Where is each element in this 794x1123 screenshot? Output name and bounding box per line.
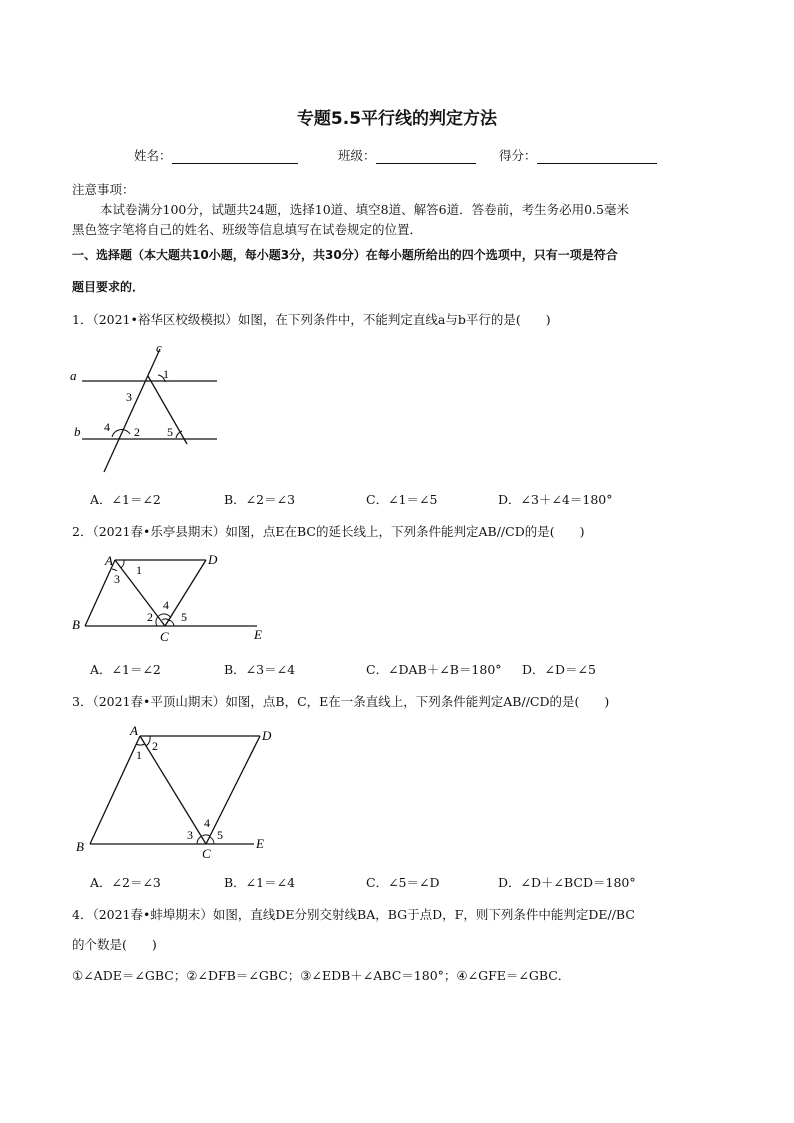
notes-line-1: 本试卷满分100分，试题共24题，选择10道、填空8道、解答6道．答卷前，考生务必用0.5毫米 [100,202,629,217]
score-blank[interactable] [537,151,657,164]
question-1-figure [60,338,230,478]
question-2-option-a[interactable]: A．∠1＝∠2 [90,662,161,677]
fig3-label-E: E [256,836,264,851]
class-label: 班级： [338,148,376,163]
question-2-stem: 2．（2021春•乐亭县期末）如图，点E在BC的延长线上，下列条件能判定AB//CD的是( ) [72,524,585,539]
fig3-label-D: D [262,728,272,743]
question-3-stem: 3．（2021春•平顶山期末）如图，点B，C，E在一条直线上，下列条件能判定AB//CD的是( ) [72,694,610,709]
fig2-label-E: E [254,627,262,642]
fig1-label-5: 5 [167,425,173,439]
question-3-option-c[interactable]: C．∠5＝∠D [366,875,440,890]
question-3-figure [66,720,276,860]
section-heading-2: 题目要求的． [72,280,145,294]
fig2-label-2: 2 [147,610,153,624]
fig3-label-2: 2 [152,739,158,753]
fig2-label-B: B [72,617,80,632]
question-2-figure [64,548,274,648]
name-label: 姓名： [134,148,172,163]
fig2-label-C: C [160,629,169,644]
question-2-option-d[interactable]: D．∠D＝∠5 [522,662,596,677]
fig2-label-4: 4 [163,598,169,612]
question-4-stem-line-1: 4．（2021春•蚌埠期末）如图，直线DE分别交射线BA，BG于点D，F，则下列条件中能判定DE//BC [72,907,635,922]
question-1-stem: 1．（2021•裕华区校级模拟）如图，在下列条件中，不能判定直线a与b平行的是( ) [72,312,551,327]
score-label: 得分： [499,148,537,163]
fig1-label-2: 2 [134,425,140,439]
section-heading-1: 一、选择题（本大题共10小题，每小题3分，共30分）在每小题所给出的四个选项中，只有一项是符合 [72,248,618,262]
name-blank[interactable] [172,151,298,164]
question-2-option-c[interactable]: C．∠DAB＋∠B＝180° [366,662,502,677]
notes-heading: 注意事项： [72,182,135,197]
fig3-label-A: A [130,723,138,738]
fig3-label-5: 5 [217,828,223,842]
class-blank[interactable] [376,151,476,164]
question-1-option-c[interactable]: C．∠1＝∠5 [366,492,438,507]
fig2-label-A: A [105,553,113,568]
question-4-stem-line-2: 的个数是( ) [72,937,157,952]
question-3-option-d[interactable]: D．∠D＋∠BCD＝180° [498,875,636,890]
fig3-label-1: 1 [136,748,142,762]
question-3-option-a[interactable]: A．∠2＝∠3 [90,875,161,890]
score-field[interactable] [499,146,657,164]
fig1-label-b: b [74,424,81,439]
question-2-option-b[interactable]: B．∠3＝∠4 [224,662,296,677]
question-1-option-d[interactable]: D．∠3＋∠4＝180° [498,492,613,507]
question-1-option-a[interactable]: A．∠1＝∠2 [90,492,161,507]
fig1-label-a: a [70,368,77,383]
fig1-label-c: c [156,340,162,355]
question-1-option-b[interactable]: B．∠2＝∠3 [224,492,296,507]
fig1-label-4: 4 [104,420,110,434]
fig3-label-C: C [202,846,211,860]
question-3-option-b[interactable]: B．∠1＝∠4 [224,875,296,890]
question-4-conditions: ①∠ADE＝∠GBC；②∠DFB＝∠GBC；③∠EDB＋∠ABC＝180°；④∠GFE＝∠GBC． [72,968,571,983]
student-name-field[interactable] [134,146,298,164]
page-title: 专题5.5平行线的判定方法 [296,109,498,129]
fig1-label-3: 3 [126,390,132,404]
class-field[interactable] [338,146,476,164]
fig2-label-5: 5 [181,610,187,624]
notes-line-2: 黑色签字笔将自己的姓名、班级等信息填写在试卷规定的位置． [72,222,423,237]
fig3-label-3: 3 [187,828,193,842]
fig3-label-4: 4 [204,816,210,830]
fig1-label-1: 1 [163,367,169,381]
fig3-label-B: B [76,839,84,854]
fig2-label-D: D [208,552,218,567]
fig2-label-3: 3 [114,572,120,586]
fig2-label-1: 1 [136,563,142,577]
